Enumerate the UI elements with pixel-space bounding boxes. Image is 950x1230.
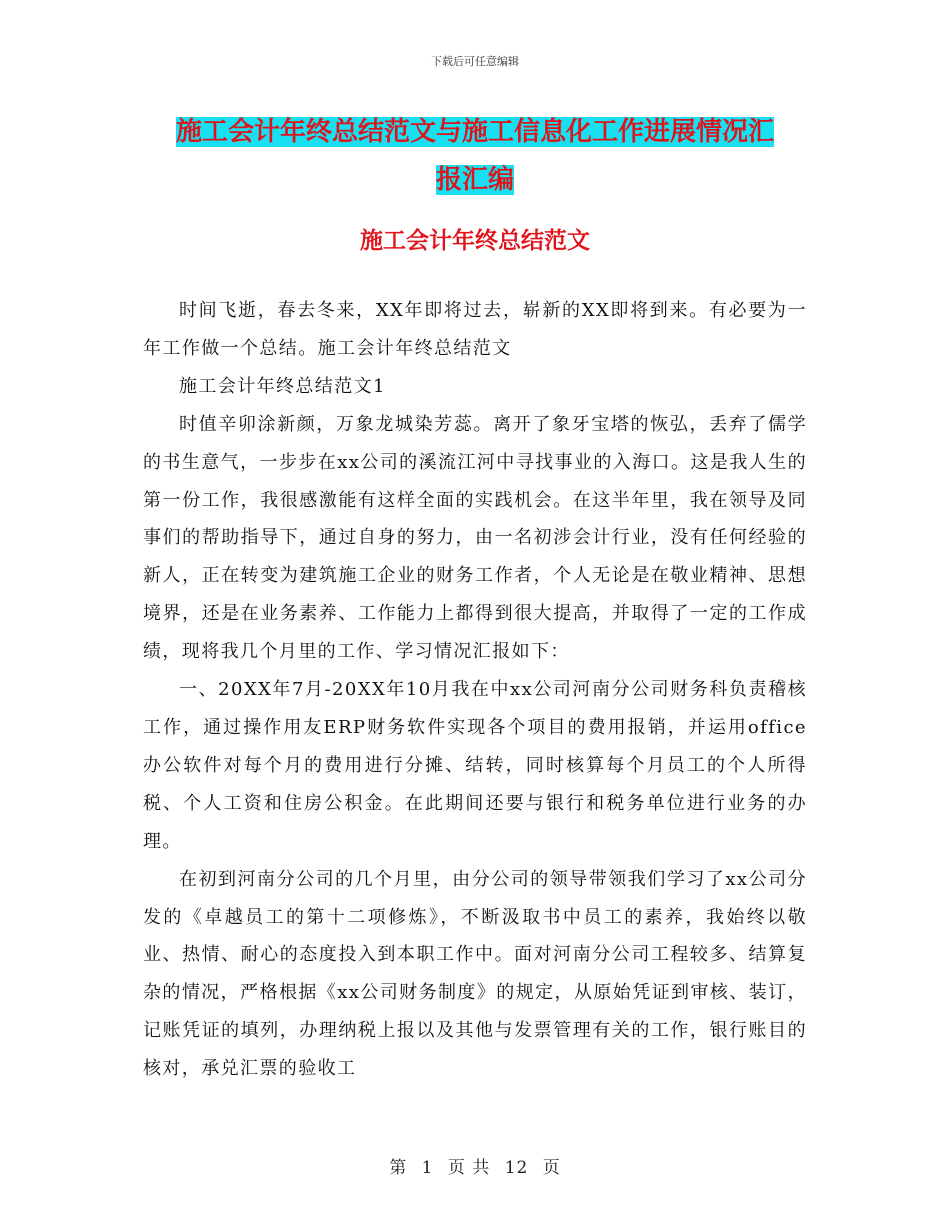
page-footer xyxy=(0,1153,950,1178)
title-line-1: 施工会计年终总结范文与施工信息化工作进展情况汇 xyxy=(175,117,774,147)
footer-prefix: 第 xyxy=(389,1158,408,1178)
paragraph: 时间飞逝，春去冬来，XX年即将过去，崭新的XX即将到来。有必要为一年工作做一个总结。施工会计年终总结范文 xyxy=(143,300,807,359)
total-page-count: 12 xyxy=(504,1158,529,1178)
document-title xyxy=(140,108,810,204)
title-line-2: 报汇编 xyxy=(435,165,514,195)
footer-middle: 页 共 xyxy=(447,1158,491,1178)
paragraph: 在初到河南分公司的几个月里，由分公司的领导带领我们学习了xx公司分发的《卓越员工的第十二项修炼》，不断汲取书中员工的素养，我始终以敬业、热情、耐心的态度投入到本职工作中。面对河南分公司工程较多、结算复杂的情况，严格根据《xx公司财务制度》的规定，从原始凭证到审核、装订，记账凭证的填列，办理纳税上报以及其他与发票管理有关的工作，银行账目的核对，承兑汇票的验收工 xyxy=(143,868,807,1080)
body-text xyxy=(143,292,807,1088)
section-title: 施工会计年终总结范文 xyxy=(360,227,590,254)
footer-suffix: 页 xyxy=(542,1158,561,1178)
paragraph: 时值辛卯涂新颜，万象龙城染芳蕊。离开了象牙宝塔的恢弘，丢弃了儒学的书生意气，一步步在xx公司的溪流江河中寻找事业的入海口。这是我人生的第一份工作，我很感激能有这样全面的实践机会。在这半年里，我在领导及同事们的帮助指导下，通过自身的努力，由一名初涉会计行业，没有任何经验的新人，正在转变为建筑施工企业的财务工作者，个人无论是在敬业精神、思想境界，还是在业务素养、工作能力上都得到很大提高，并取得了一定的工作成绩，现将我几个月里的工作、学习情况汇报如下： xyxy=(143,413,807,663)
paragraph: 一、20XX年7月-20XX年10月我在中xx公司河南分公司财务科负责稽核工作，通过操作用友ERP财务软件实现各个项目的费用报销，并运用office办公软件对每个月的费用进行分摊、结转，同时核算每个月员工的个人所得税、个人工资和住房公积金。在此期间还要与银行和税务单位进行业务的办理。 xyxy=(143,679,807,852)
header-note: 下载后可任意编辑 xyxy=(431,55,519,68)
paragraph: 施工会计年终总结范文1 xyxy=(179,375,386,397)
current-page-number: 1 xyxy=(421,1158,434,1178)
